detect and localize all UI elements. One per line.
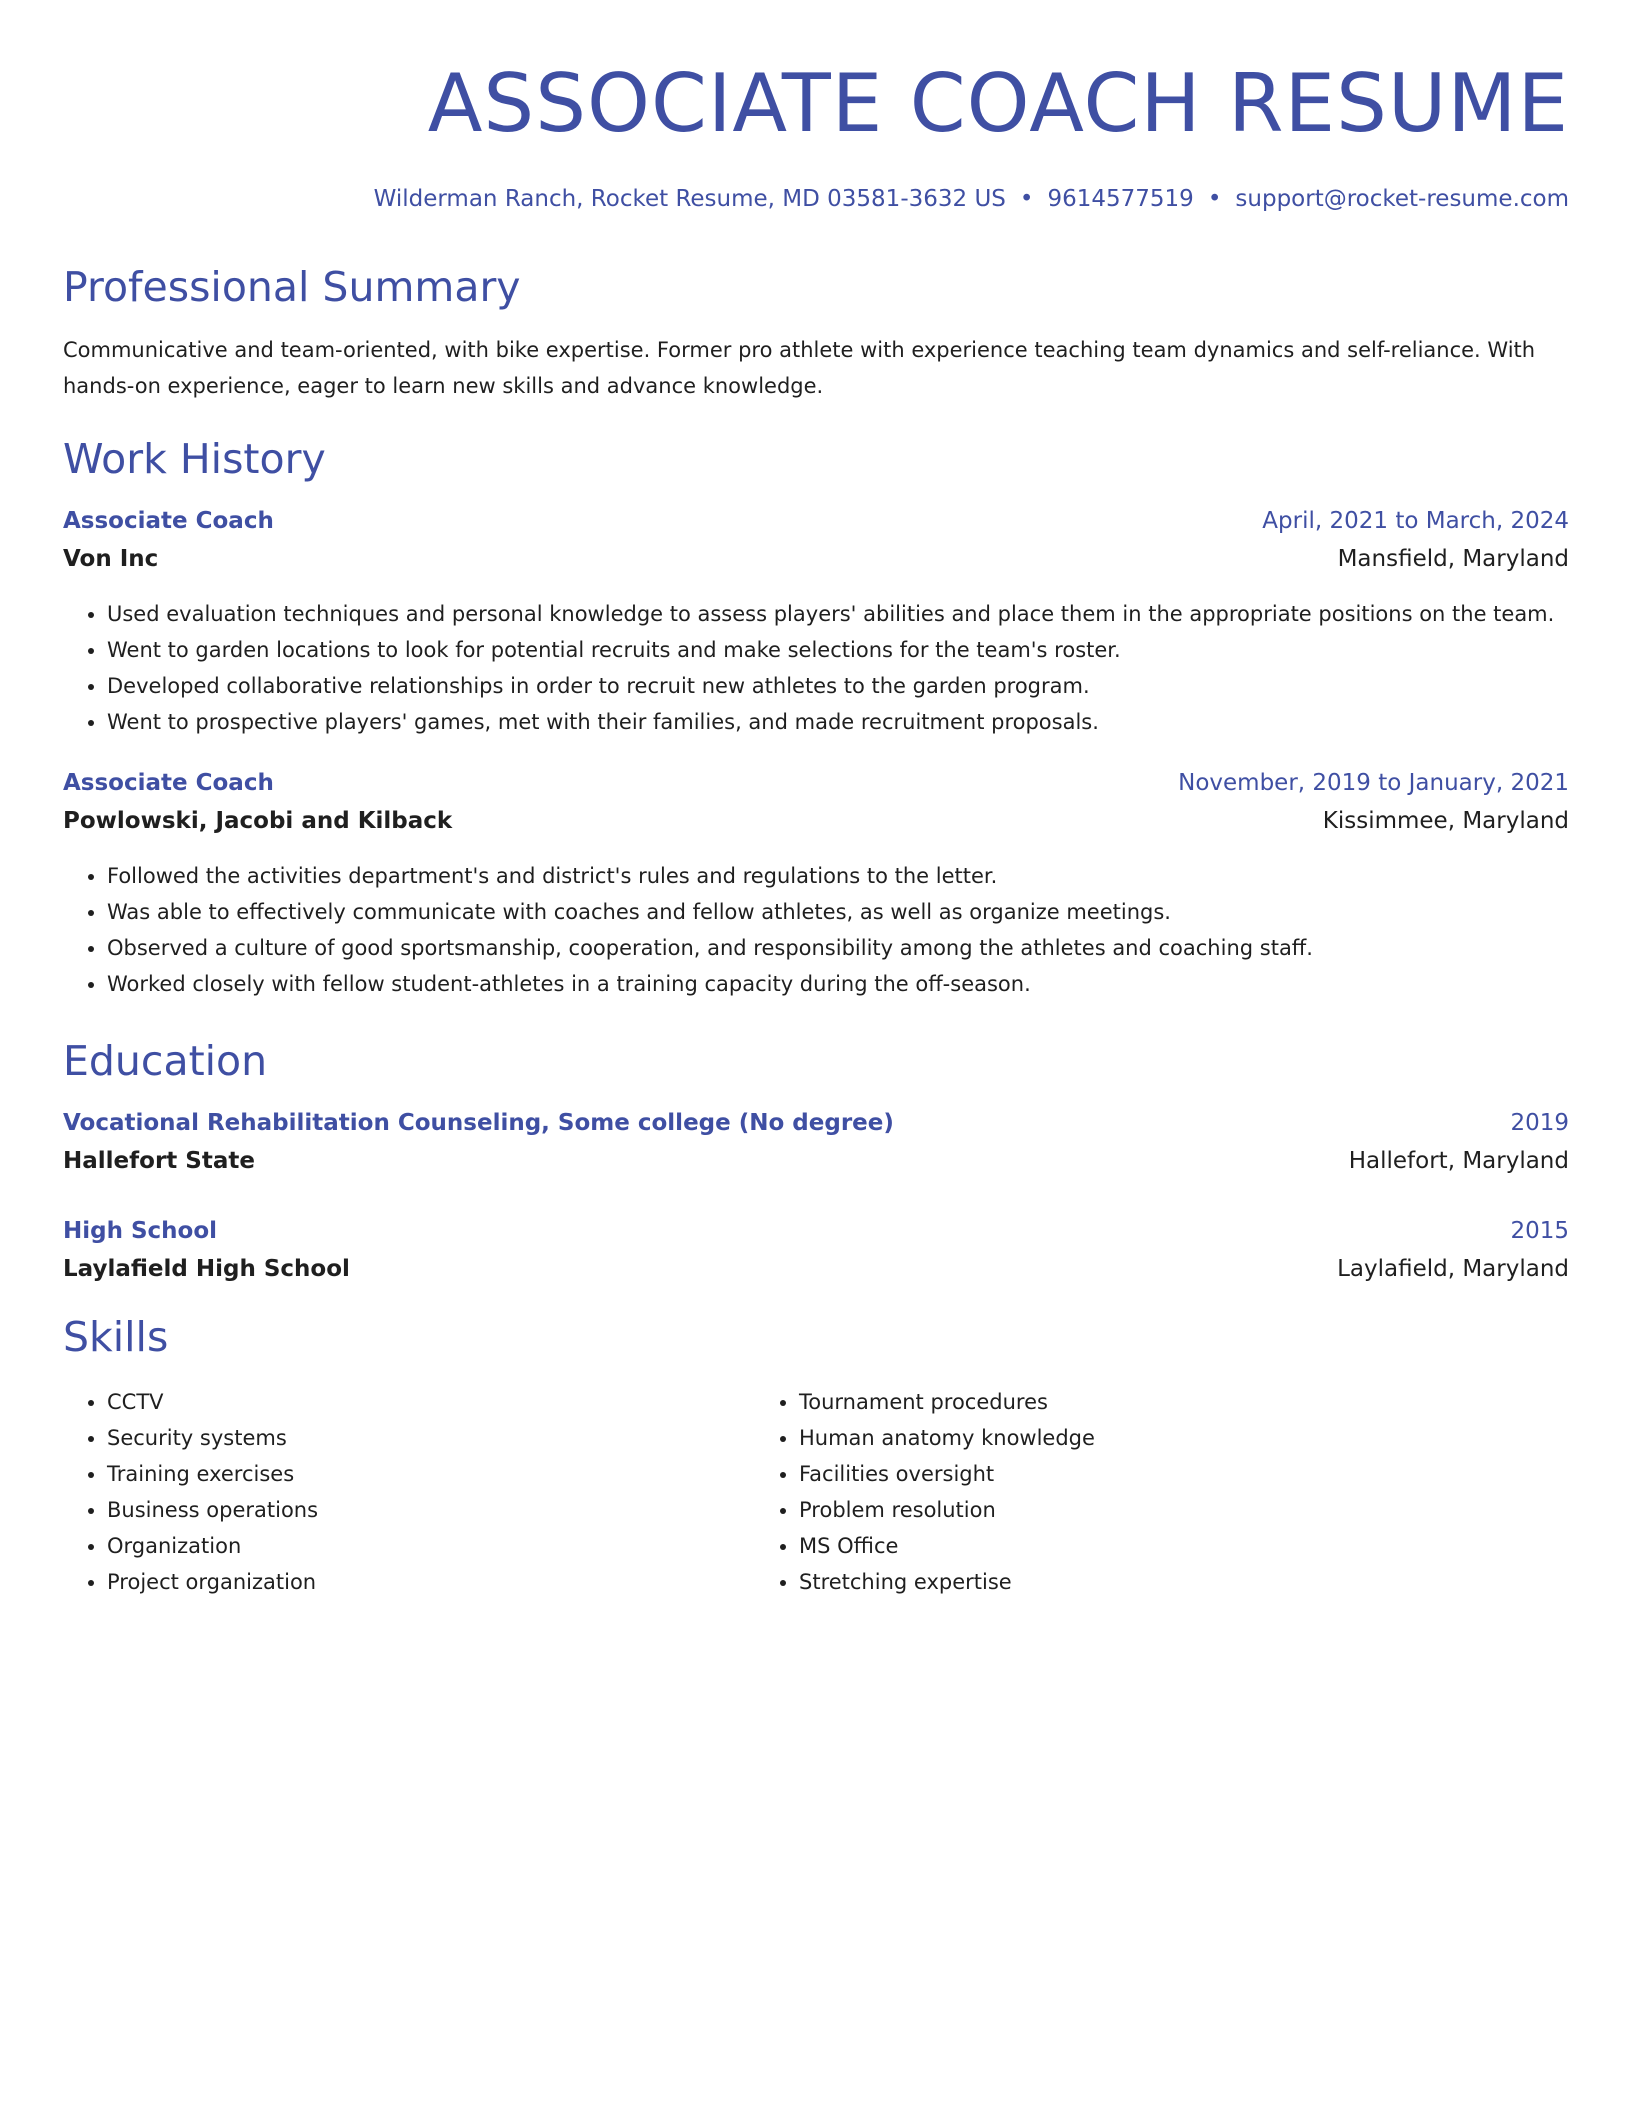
job-company: Von Inc xyxy=(63,546,159,572)
education-location: Hallefort, Maryland xyxy=(1348,1148,1569,1174)
contact-separator: • xyxy=(1207,186,1222,212)
job-bullet: • Was able to effectively communicate with coaches and fellow athletes, as well as organize meetings. xyxy=(107,894,1569,930)
skill-item: • Facilities oversight xyxy=(799,1456,1447,1492)
education-degree: Vocational Rehabilitation Counseling, Some college (No degree) xyxy=(63,1110,894,1136)
skill-item: • Business operations xyxy=(107,1492,755,1528)
job-location: Mansfield, Maryland xyxy=(1337,546,1569,572)
job-bullet: • Developed collaborative relationships in order to recruit new athletes to the garden program. xyxy=(107,668,1569,704)
skill-item: • MS Office xyxy=(799,1528,1447,1564)
skill-item: • Stretching expertise xyxy=(799,1564,1447,1600)
skills-list-left xyxy=(63,1384,755,1600)
contact-address: Wilderman Ranch, Rocket Resume, MD 03581-3632 US xyxy=(373,186,1006,212)
job-entry xyxy=(63,764,1569,1002)
skill-item: • Tournament procedures xyxy=(799,1384,1447,1420)
section-title-summary: Professional Summary xyxy=(63,263,521,311)
contact-line xyxy=(63,184,1569,214)
resume-title: ASSOCIATE COACH RESUME xyxy=(427,57,1569,150)
education-entry xyxy=(63,1104,1569,1180)
contact-email: support@rocket-resume.com xyxy=(1235,186,1569,212)
contact-separator: • xyxy=(1019,186,1034,212)
section-title-education: Education xyxy=(63,1037,268,1085)
education-year: 2019 xyxy=(1510,1110,1569,1136)
summary-text: Communicative and team-oriented, with bike expertise. Former pro athlete with experience teaching team dynamics and self-reliance. With hands-on experience, eager to learn new skills and advance knowledge. xyxy=(63,338,1536,398)
skill-item: • Problem resolution xyxy=(799,1492,1447,1528)
job-bullets xyxy=(63,858,1569,1002)
education-year: 2015 xyxy=(1510,1218,1569,1244)
skill-item: • Training exercises xyxy=(107,1456,755,1492)
education-entry xyxy=(63,1212,1569,1288)
job-bullet: • Observed a culture of good sportsmanship, cooperation, and responsibility among the athletes and coaching staff. xyxy=(107,930,1569,966)
job-role: Associate Coach xyxy=(63,770,274,796)
job-bullet: • Used evaluation techniques and personal knowledge to assess players' abilities and place them in the appropriate positions on the team. xyxy=(107,596,1569,632)
section-title-skills: Skills xyxy=(63,1313,169,1361)
education-degree: High School xyxy=(63,1218,218,1244)
skill-item: • Security systems xyxy=(107,1420,755,1456)
job-dates: April, 2021 to March, 2024 xyxy=(1262,508,1569,534)
education-location: Laylafield, Maryland xyxy=(1337,1256,1569,1282)
skills-columns xyxy=(63,1384,1569,1600)
job-location: Kissimmee, Maryland xyxy=(1322,808,1569,834)
job-role: Associate Coach xyxy=(63,508,274,534)
job-bullet: • Went to prospective players' games, met with their families, and made recruitment proposals. xyxy=(107,704,1569,740)
skill-item: • CCTV xyxy=(107,1384,755,1420)
job-company: Powlowski, Jacobi and Kilback xyxy=(63,808,453,834)
education-school: Laylafield High School xyxy=(63,1256,350,1282)
skill-item: • Human anatomy knowledge xyxy=(799,1420,1447,1456)
job-bullet: • Followed the activities department's and district's rules and regulations to the letter. xyxy=(107,858,1569,894)
section-title-work-history: Work History xyxy=(63,435,326,483)
skills-list-right xyxy=(755,1384,1447,1600)
job-dates: November, 2019 to January, 2021 xyxy=(1178,770,1569,796)
contact-phone: 9614577519 xyxy=(1047,186,1194,212)
job-entry xyxy=(63,502,1569,740)
job-bullet: • Went to garden locations to look for potential recruits and make selections for the team's roster. xyxy=(107,632,1569,668)
skill-item: • Project organization xyxy=(107,1564,755,1600)
education-school: Hallefort State xyxy=(63,1148,255,1174)
skill-item: • Organization xyxy=(107,1528,755,1564)
job-bullets xyxy=(63,596,1569,740)
job-bullet: • Worked closely with fellow student-athletes in a training capacity during the off-season. xyxy=(107,966,1569,1002)
